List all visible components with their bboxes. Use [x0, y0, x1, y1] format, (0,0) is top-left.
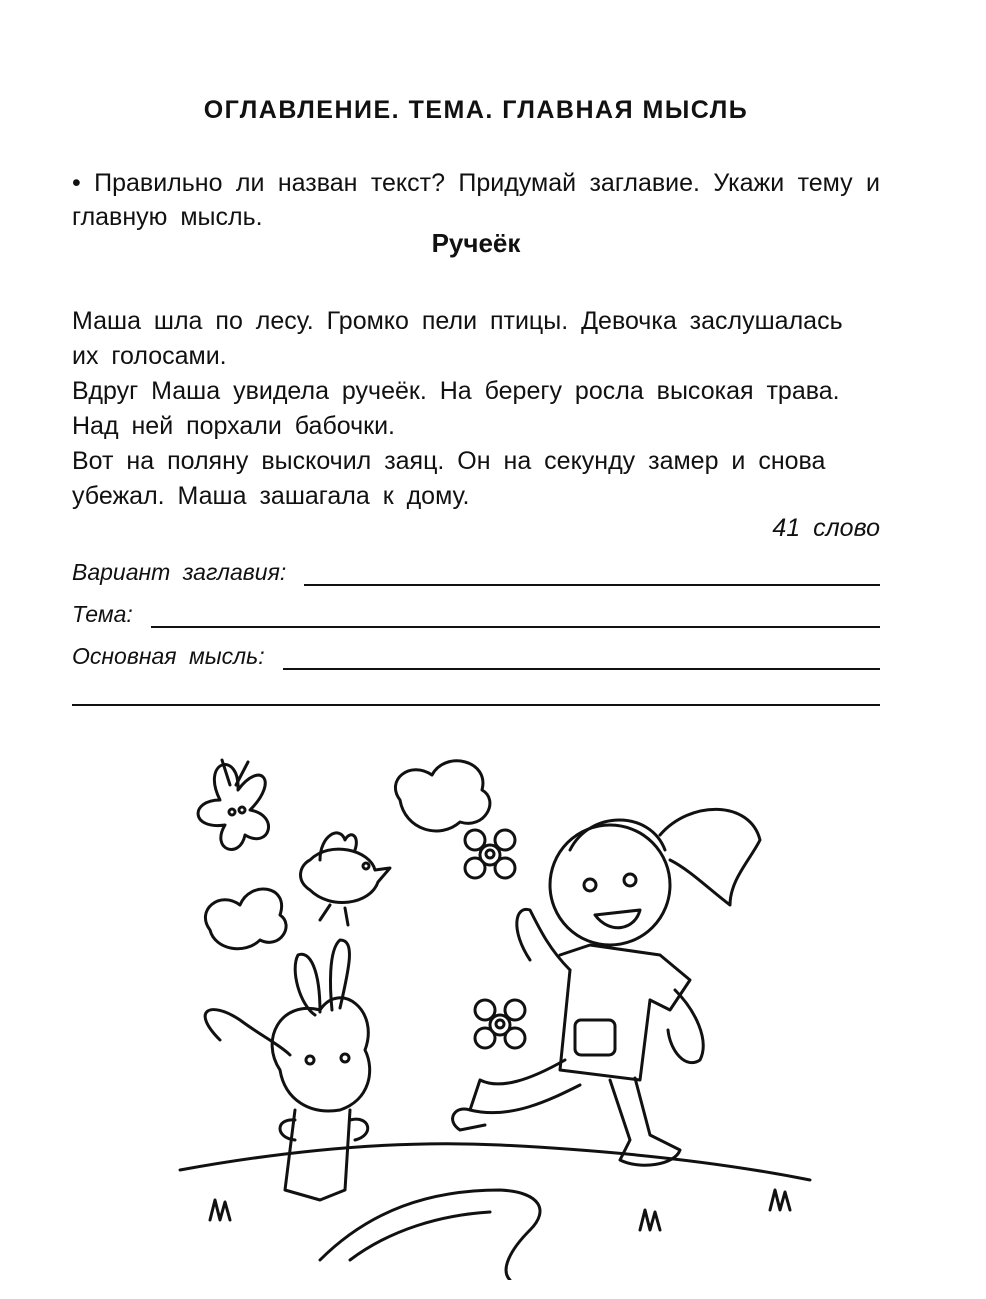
stream-icon [320, 1190, 540, 1280]
butterfly-icon [198, 760, 268, 849]
task-instruction [72, 166, 880, 234]
word-count: 41 слово [772, 514, 880, 542]
coloring-illustration [170, 740, 830, 1280]
bird-icon [301, 833, 390, 925]
title-variant-field[interactable] [72, 556, 880, 586]
theme-answer-line[interactable] [151, 598, 880, 628]
theme-label: Тема: [72, 601, 133, 627]
story-paragraph: Вот на поляну выскочил заяц. Он на секунду замер и снова убежал. Маша зашагала к дому. [72, 447, 826, 510]
extra-answer-line[interactable] [72, 704, 880, 706]
story-title: Ручеёк [431, 228, 521, 258]
flower-icon [475, 1000, 525, 1048]
theme-field[interactable] [72, 598, 880, 628]
ground-line [180, 1144, 810, 1180]
story-text [72, 304, 880, 514]
bullet: • [72, 169, 81, 197]
story-paragraph: Вдруг Маша увидела ручеёк. На берегу росла высокая трава. Над ней порхали бабочки. [72, 377, 840, 440]
main-idea-answer-line[interactable] [283, 640, 880, 670]
title-variant-label: Вариант заглавия: [72, 559, 287, 585]
flower-icon [465, 830, 515, 878]
story-paragraph: Маша шла по лесу. Громко пели птицы. Девочка заслушалась их голосами. [72, 307, 843, 370]
task-text: Правильно ли назван текст? Придумай заглавие. Укажи тему и главную мысль. [72, 169, 880, 231]
cloud-icon [205, 889, 286, 949]
page-heading: ОГЛАВЛЕНИЕ. ТЕМА. ГЛАВНАЯ МЫСЛЬ [203, 96, 749, 124]
main-idea-label: Основная мысль: [72, 643, 265, 669]
title-variant-answer-line[interactable] [304, 556, 880, 586]
cloud-icon [395, 761, 489, 831]
main-idea-field[interactable] [72, 640, 880, 670]
girl-icon [453, 809, 760, 1165]
